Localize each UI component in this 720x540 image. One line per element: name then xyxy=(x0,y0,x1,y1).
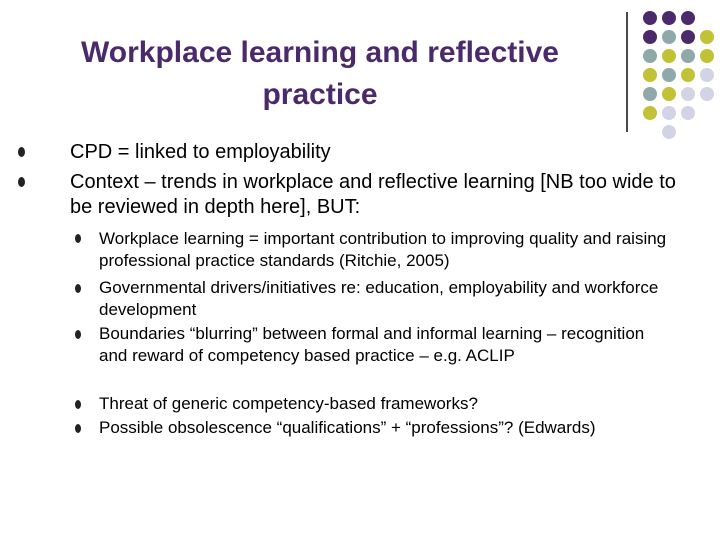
sub-bullet-item: Possible obsolescence “qualifications” + “professions”? (Edwards) xyxy=(99,418,596,437)
bullet-item: Context – trends in workplace and reflective learning [NB too wide to be reviewed in depth here], BUT: xyxy=(70,171,676,218)
sub-bullet-item: Governmental drivers/initiatives re: education, employability and workforce development xyxy=(99,278,659,319)
decor-dot xyxy=(662,68,676,82)
decor-dot xyxy=(643,11,657,25)
decor-dot xyxy=(662,87,676,101)
decor-dot xyxy=(700,30,714,44)
decor-dot xyxy=(681,106,695,120)
decor-dot xyxy=(681,30,695,44)
decor-dot xyxy=(643,68,657,82)
decor-dot xyxy=(662,11,676,25)
sub-bullet-item: Workplace learning = important contribution to improving quality and raising professional practice standards (Ritchie, 2005) xyxy=(99,229,667,270)
bullet-dot xyxy=(18,147,25,157)
decor-dot xyxy=(662,30,676,44)
decor-dot xyxy=(700,49,714,63)
decor-dot xyxy=(681,11,695,25)
decor-dot xyxy=(662,49,676,63)
decor-dot xyxy=(643,49,657,63)
slide-title: Workplace learning and reflective practice xyxy=(81,36,559,111)
decor-dot xyxy=(681,87,695,101)
decor-dot xyxy=(700,87,714,101)
sub-bullet-dot xyxy=(75,284,81,293)
bullet-dot xyxy=(18,177,25,187)
title-divider xyxy=(626,12,628,132)
decor-dot xyxy=(643,30,657,44)
sub-bullet-item: Boundaries “blurring” between formal and informal learning – recognition and reward of competency based practice – e.g. ACLIP xyxy=(99,324,645,365)
decor-dot xyxy=(662,125,676,139)
decor-dot xyxy=(643,106,657,120)
sub-bullet-dot xyxy=(75,330,81,339)
decor-dot xyxy=(662,106,676,120)
sub-bullet-item: Threat of generic competency-based frameworks? xyxy=(99,394,478,413)
sub-bullet-dot xyxy=(75,400,81,409)
decor-dot xyxy=(643,87,657,101)
decor-dot xyxy=(700,68,714,82)
bullet-item: CPD = linked to employability xyxy=(70,141,331,163)
sub-bullet-dot xyxy=(75,424,81,433)
decor-dot xyxy=(681,68,695,82)
decor-dot xyxy=(681,49,695,63)
sub-bullet-dot xyxy=(75,234,81,243)
